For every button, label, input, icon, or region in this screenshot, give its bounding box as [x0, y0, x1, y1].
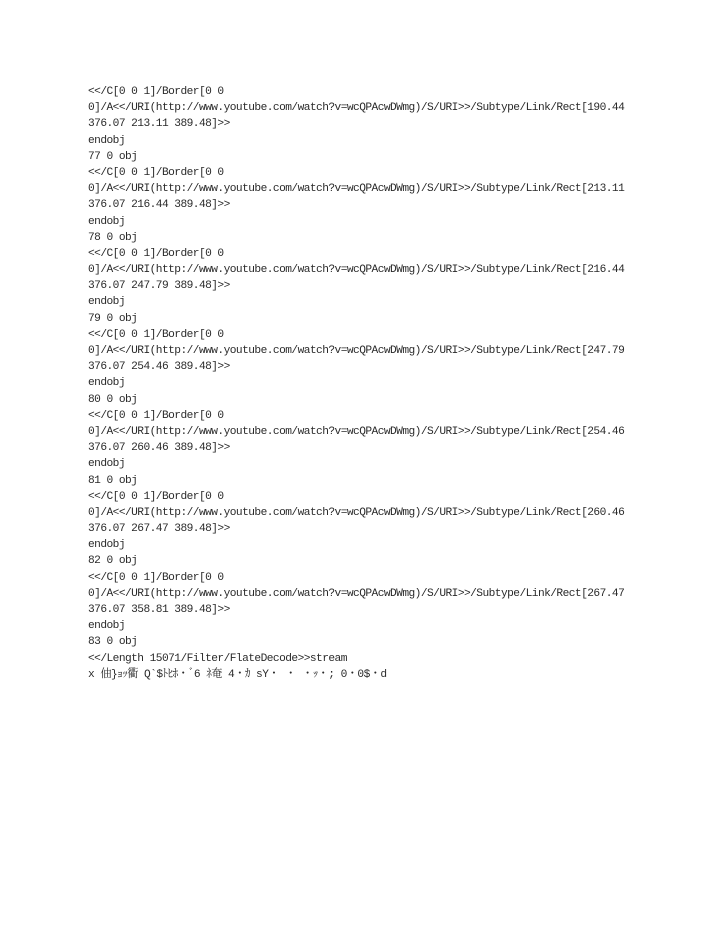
text-line: 376.07 254.46 389.48]>> [88, 361, 230, 374]
pdf-source-text [88, 84, 648, 683]
text-line: 82 0 obj [88, 555, 138, 568]
text-line: 0]/A<</URI(http://www.youtube.com/watch?v=wcQPAcwDWmg)/S/URI>>/Subtype/Link/Rect[247.79 [88, 345, 625, 357]
text-line: 77 0 obj [88, 150, 138, 163]
text-line: endobj [88, 134, 125, 147]
text-line: 376.07 267.47 389.48]>> [88, 523, 230, 536]
text-line: 79 0 obj [88, 312, 138, 325]
text-line: 78 0 obj [88, 231, 138, 244]
text-line: 0]/A<</URI(http://www.youtube.com/watch?v=wcQPAcwDWmg)/S/URI>>/Subtype/Link/Rect[254.46 [88, 425, 625, 438]
text-line: <</C[0 0 1]/Border[0 0 [88, 490, 224, 503]
text-line: x 伷}ｮｯ衢 Q`$ﾄﾋﾎ・ﾞ6 ﾈ奄 4・ｶ sY・ ・ ・ｯ・; 0・0$・d [88, 668, 387, 681]
text-line: endobj [88, 296, 125, 309]
text-line: endobj [88, 215, 125, 228]
text-line: 81 0 obj [88, 474, 138, 487]
text-line: 376.07 260.46 389.48]>> [88, 442, 230, 455]
text-line: <</C[0 0 1]/Border[0 0 [88, 86, 224, 98]
text-line: 376.07 216.44 389.48]>> [88, 199, 230, 212]
text-line: 0]/A<</URI(http://www.youtube.com/watch?v=wcQPAcwDWmg)/S/URI>>/Subtype/Link/Rect[213.11 [88, 183, 625, 196]
text-line: <</C[0 0 1]/Border[0 0 [88, 328, 224, 341]
text-line: 0]/A<</URI(http://www.youtube.com/watch?v=wcQPAcwDWmg)/S/URI>>/Subtype/Link/Rect[267.47 [88, 587, 625, 600]
text-line: 80 0 obj [88, 393, 138, 406]
text-line: 0]/A<</URI(http://www.youtube.com/watch?v=wcQPAcwDWmg)/S/URI>>/Subtype/Link/Rect[216.44 [88, 264, 625, 277]
text-line: 0]/A<</URI(http://www.youtube.com/watch?v=wcQPAcwDWmg)/S/URI>>/Subtype/Link/Rect[260.46 [88, 506, 625, 519]
text-line: <</C[0 0 1]/Border[0 0 [88, 166, 224, 179]
text-line: endobj [88, 539, 125, 552]
text-line: 376.07 358.81 389.48]>> [88, 604, 230, 616]
text-line: 376.07 213.11 389.48]>> [88, 118, 230, 131]
text-line: <</Length 15071/Filter/FlateDecode>>stream [88, 652, 347, 665]
text-line: <</C[0 0 1]/Border[0 0 [88, 409, 224, 422]
text-line: 83 0 obj [88, 636, 138, 649]
text-line: endobj [88, 377, 125, 390]
text-line: endobj [88, 620, 125, 633]
text-line: 376.07 247.79 389.48]>> [88, 280, 230, 293]
text-line: endobj [88, 458, 125, 471]
text-line: <</C[0 0 1]/Border[0 0 [88, 571, 224, 584]
text-line: <</C[0 0 1]/Border[0 0 [88, 247, 224, 260]
text-line: 0]/A<</URI(http://www.youtube.com/watch?v=wcQPAcwDWmg)/S/URI>>/Subtype/Link/Rect[190.44 [88, 102, 625, 115]
